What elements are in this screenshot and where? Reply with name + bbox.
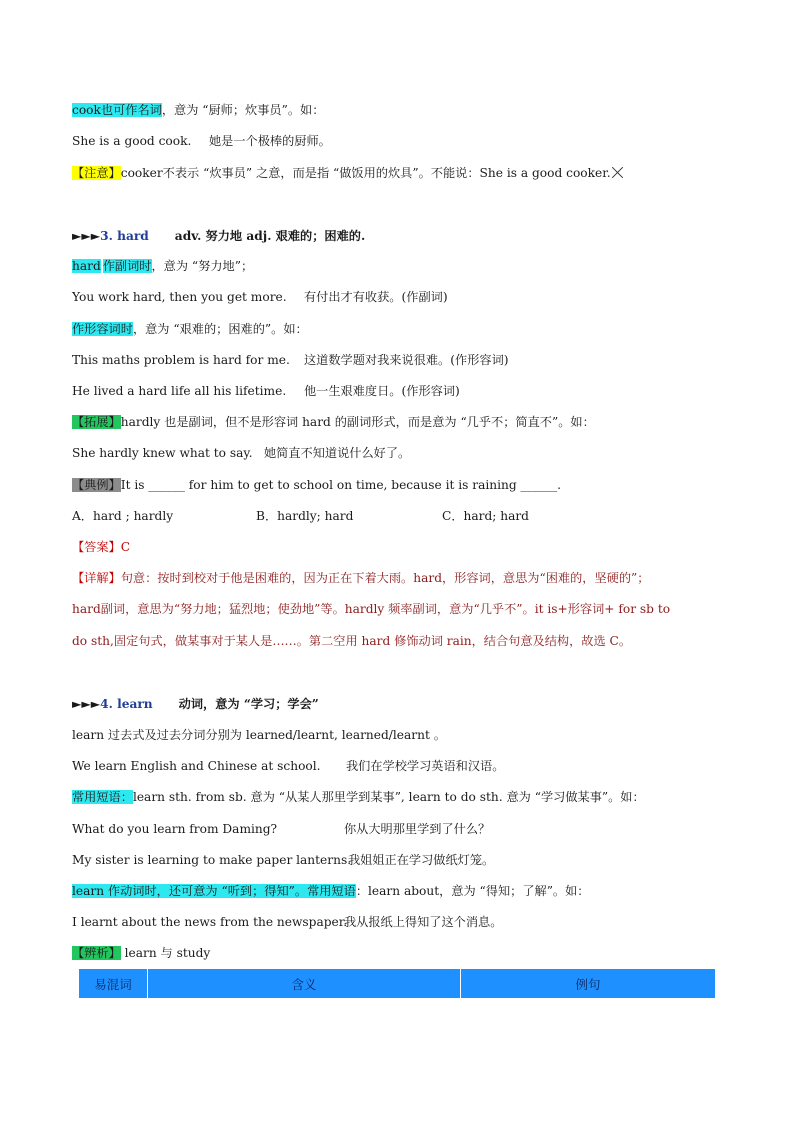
example-zh: 你从大明那里学到了什么？ — [344, 822, 491, 836]
explanation-text: hard副词，意思为“努力地；猛烈地；使劲地”等。hardly 频率副词，意为“几乎不”。it is+形容词+ for sb to — [72, 602, 671, 616]
example-en: She is a good cook. — [72, 134, 192, 148]
highlight-word: cook — [72, 103, 101, 117]
note-text: cooker不表示 “炊事员” 之意，而是指 “做饭用的炊具”。不能说：She is a good cooker. — [120, 166, 611, 180]
hard-extension — [72, 413, 595, 431]
hard-explanation-3 — [72, 632, 631, 650]
learn-example-3 — [72, 851, 494, 869]
learn-example-1 — [72, 757, 504, 775]
arrows-icon: ►►► — [72, 229, 101, 243]
example-zh: 我姐姐正在学习做纸灯笼。 — [348, 853, 495, 867]
explanation-text: do sth,固定句式，做某事对于某人是……。第二空用 hard 修饰动词 rain，结合句意及结构，故选 C。 — [72, 634, 632, 648]
hard-heading — [72, 227, 365, 245]
hard-example-2 — [72, 351, 509, 369]
text: ，意为 “艰难的；困难的”。如： — [132, 322, 308, 336]
option-c: C．hard; hard — [442, 509, 529, 523]
option-b: B．hardly; hard — [256, 509, 354, 523]
question-text: It is ______ for him to get to school on time, because it is raining ______. — [120, 478, 561, 492]
phrase-tag: 常用短语： — [72, 790, 133, 804]
example-en: I learnt about the news from the newspaper. — [72, 915, 348, 929]
hard-example-3 — [72, 382, 460, 400]
option-a: A．hard ; hardly — [72, 509, 174, 523]
table-header: 例句 — [461, 969, 716, 999]
text: ：learn about，意为 “得知；了解”。如： — [355, 884, 590, 898]
explanation-label: 【详解】 — [72, 571, 121, 585]
example-zh: 这道数学题对我来说很难。(作形容词) — [304, 353, 509, 367]
wrong-cross-icon — [612, 166, 624, 178]
hard-options — [72, 507, 529, 525]
example-zh: 她是一个极棒的厨师。 — [209, 134, 331, 148]
hard-explanation-1 — [72, 569, 649, 587]
cook-noun-line — [72, 101, 324, 119]
text: ，意为 “厨师；炊事员”。如： — [161, 103, 325, 117]
forms-text: learn 过去式及过去分词分别为 learned/learnt, learned/learnt 。 — [72, 728, 446, 742]
heading-pos: adv. 努力地 adj. 艰难的；困难的. — [174, 229, 366, 243]
learn-verb-meaning — [72, 882, 590, 900]
table-header: 易混词 — [79, 969, 148, 999]
example-zh: 他一生艰难度日。(作形容词) — [304, 384, 460, 398]
answer-label: 【答案】 — [72, 540, 121, 554]
highlight-tag: 也可作名词 — [100, 103, 162, 117]
table-header: 含义 — [148, 969, 461, 999]
extension-tag: 【拓展】 — [72, 415, 121, 429]
learn-heading — [72, 695, 319, 713]
typical-tag: 【典例】 — [72, 478, 121, 492]
text: ，意为 “努力地”； — [151, 259, 254, 273]
highlight-tag: learn 作动词时，还可意为 “听到；得知”。常用短语 — [72, 884, 356, 898]
heading-number: 4. learn — [100, 697, 153, 711]
table-header-row — [79, 969, 716, 999]
hard-adv-line — [72, 257, 253, 275]
example-en: We learn English and Chinese at school. — [72, 759, 321, 773]
hard-explanation-2 — [72, 600, 670, 618]
distinguish-tag: 【辨析】 — [72, 946, 121, 960]
extension-text: hardly 也是副词，但不是形容词 hard 的副词形式，而是意为 “几乎不；简直不”。如： — [120, 415, 595, 429]
arrows-icon: ►►► — [72, 697, 101, 711]
answer-value: C — [120, 540, 131, 554]
note-tag: 【注意】 — [72, 166, 121, 180]
cook-example — [72, 132, 331, 150]
highlight-word: hard — [72, 259, 101, 273]
hard-typical-question — [72, 476, 561, 494]
learn-example-2 — [72, 820, 490, 838]
example-en: You work hard, then you get more. — [72, 290, 287, 304]
phrase-text: learn sth. from sb. 意为 “从某人那里学到某事”, learn to do sth. 意为 “学习做某事”。如： — [132, 790, 645, 804]
example-en: This maths problem is hard for me. — [72, 353, 290, 367]
heading-number: 3. hard — [100, 229, 149, 243]
learn-forms — [72, 726, 446, 744]
example-en: My sister is learning to make paper lanterns. — [72, 853, 352, 867]
cook-note — [72, 164, 624, 182]
explanation-text: 句意：按时到校对于他是困难的，因为正在下着大雨。hard，形容词，意思为“困难的，坚硬的”； — [120, 571, 650, 585]
highlight-tag: 作形容词时 — [72, 322, 133, 336]
hard-adj-line — [72, 320, 308, 338]
hard-example-1 — [72, 288, 448, 306]
example-zh: 我们在学校学习英语和汉语。 — [346, 759, 505, 773]
hard-example-4 — [72, 444, 410, 462]
example-en: She hardly knew what to say. — [72, 446, 253, 460]
example-en: He lived a hard life all his lifetime. — [72, 384, 287, 398]
hard-answer — [72, 538, 130, 556]
learn-example-4 — [72, 913, 502, 931]
learn-phrases — [72, 788, 645, 806]
example-en: What do you learn from Daming? — [72, 822, 278, 836]
example-zh: 有付出才有收获。(作副词) — [304, 290, 448, 304]
heading-pos: 动词，意为 “学习；学会” — [178, 697, 319, 711]
comparison-table — [78, 968, 716, 999]
highlight-tag: 作副词时 — [102, 259, 152, 273]
learn-distinguish — [72, 944, 210, 962]
example-zh: 我从报纸上得知了这个消息。 — [344, 915, 503, 929]
distinguish-text: learn 与 study — [120, 946, 211, 960]
example-zh: 她简直不知道说什么好了。 — [264, 446, 411, 460]
